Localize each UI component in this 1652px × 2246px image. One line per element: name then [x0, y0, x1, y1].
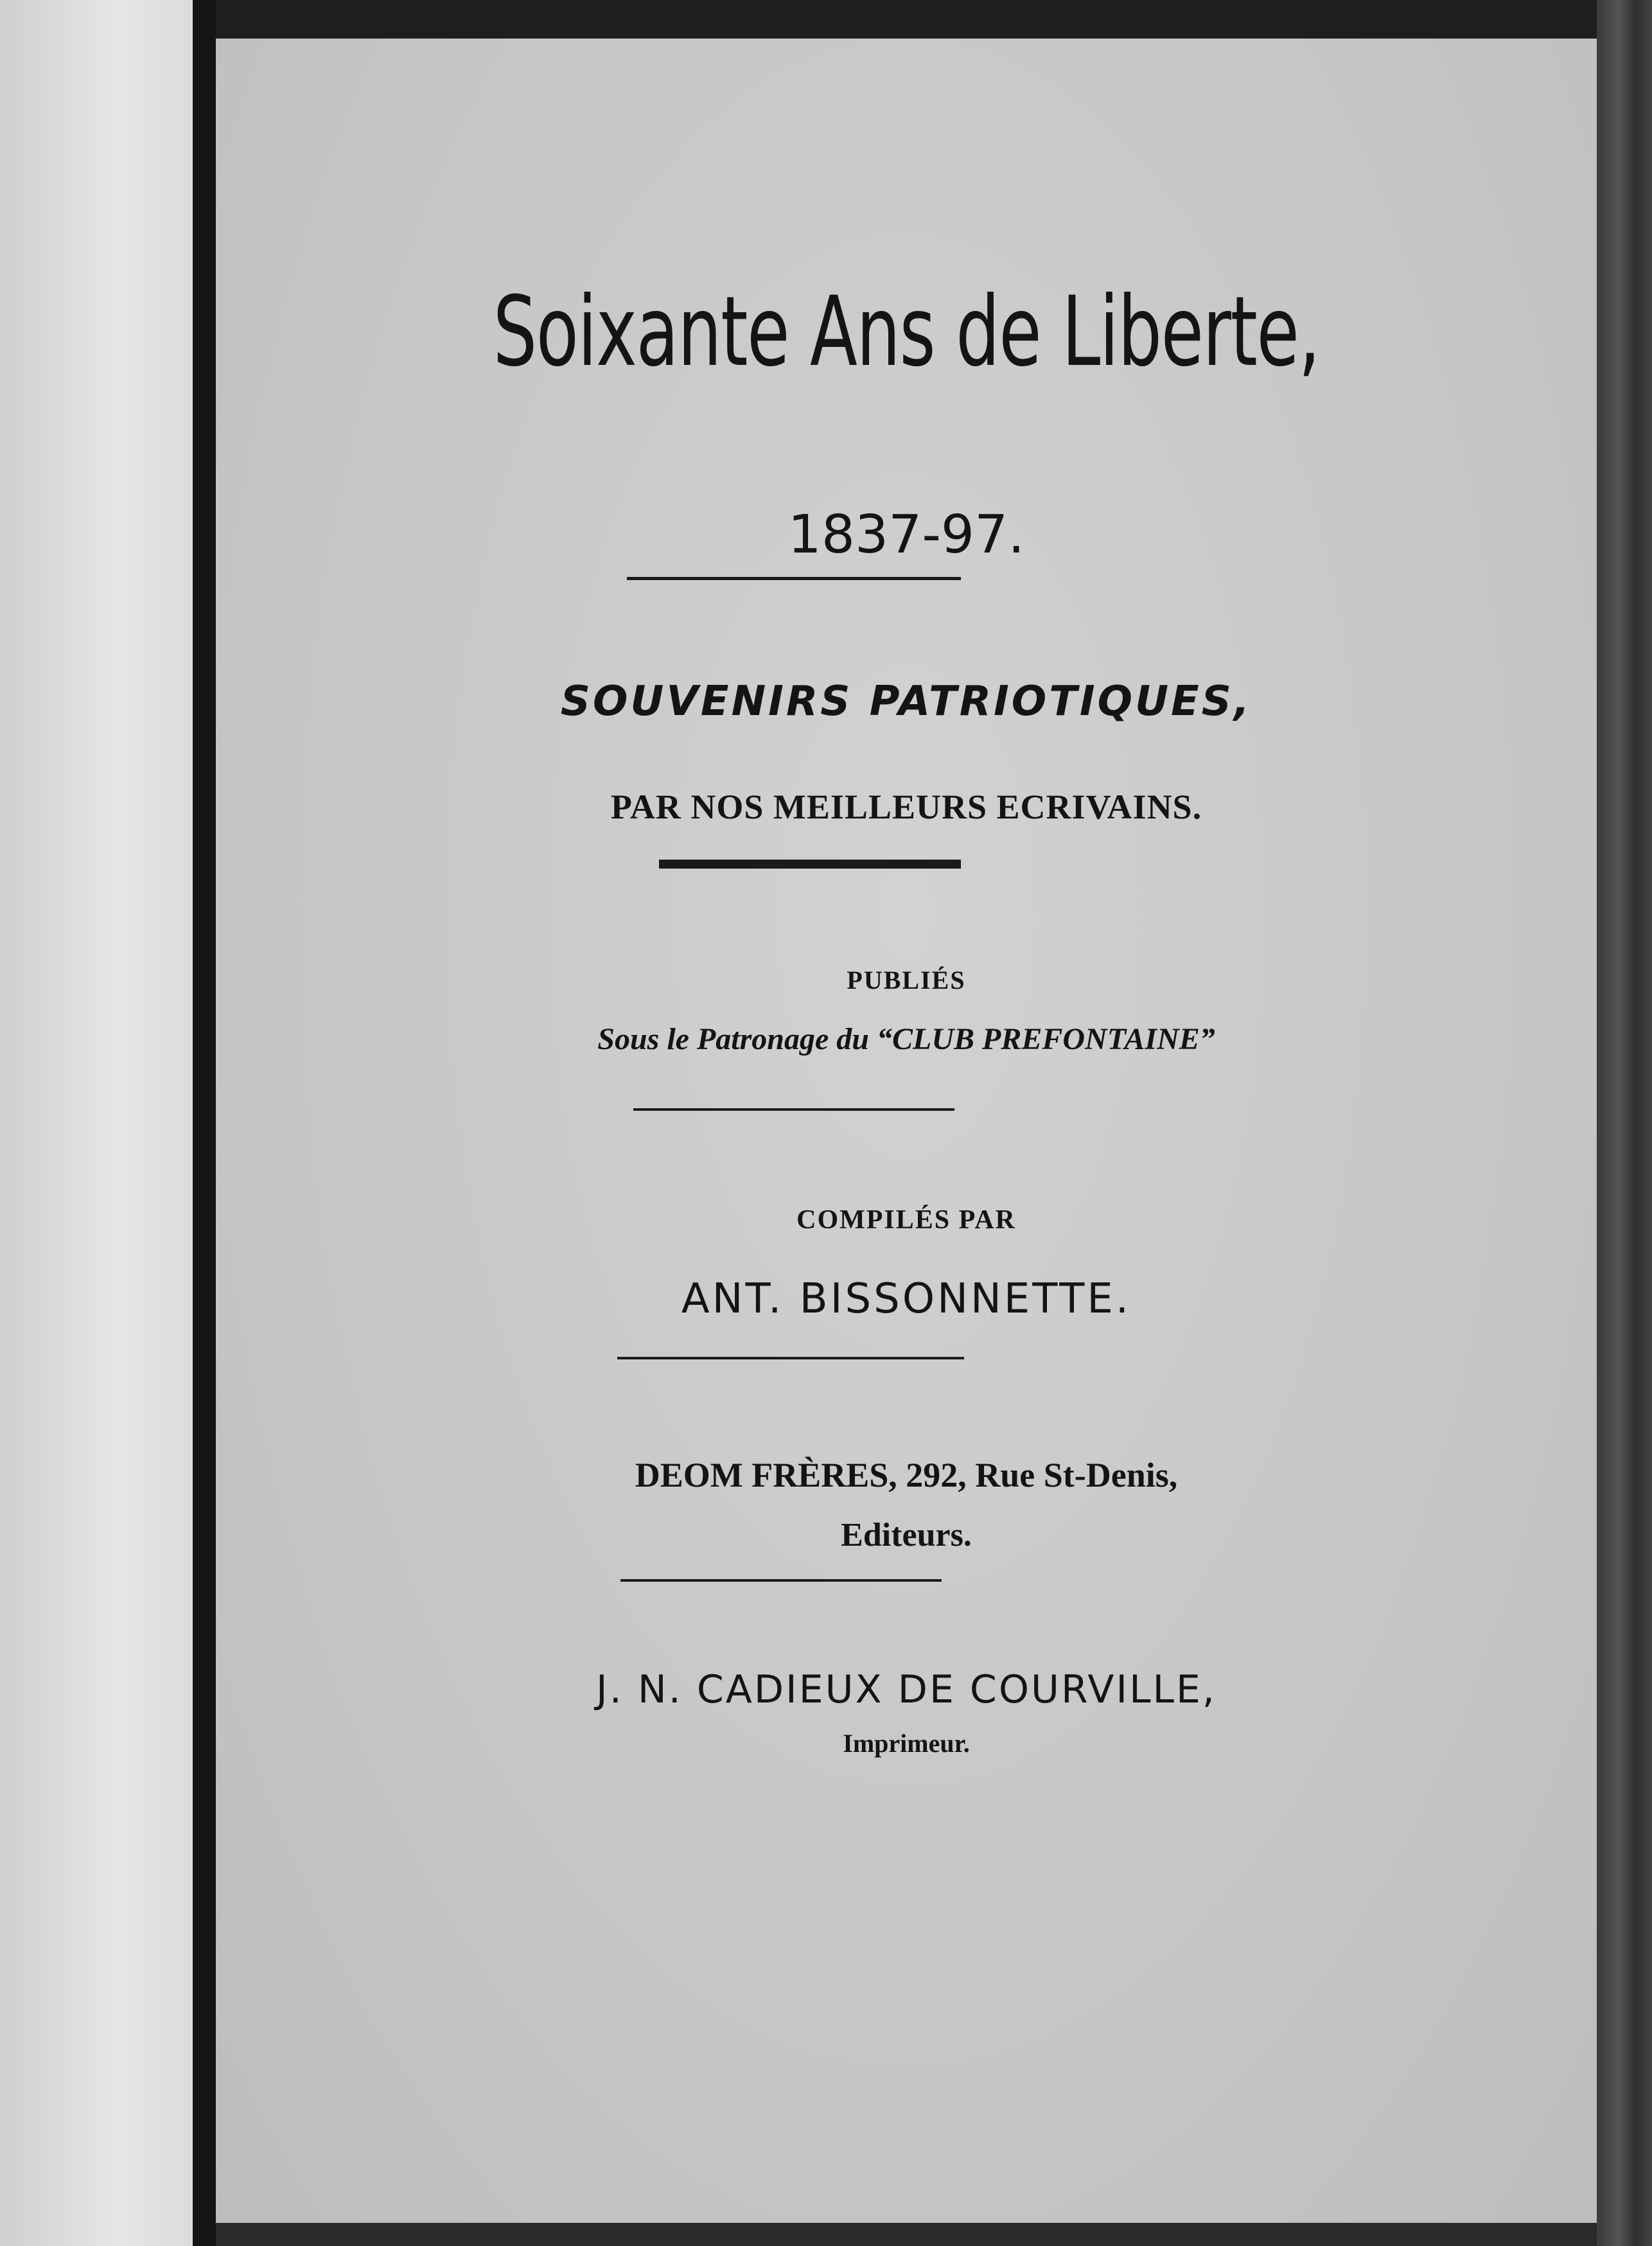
- book-edge: [1597, 0, 1652, 2246]
- publisher-role: Editeurs.: [841, 1517, 972, 1553]
- facing-page: [0, 0, 193, 2246]
- divider-5: [620, 1579, 942, 1582]
- top-shadow: [216, 0, 1597, 39]
- divider-3: [633, 1108, 954, 1111]
- divider-4: [617, 1357, 964, 1359]
- publisher-line: DEOM FRÈRES, 292, Rue St-Denis,: [635, 1456, 1178, 1494]
- title-page: [216, 39, 1597, 2223]
- date-range: 1837-97.: [787, 504, 1025, 565]
- subtitle: SOUVENIRS PATRIOTIQUES,: [560, 678, 1252, 725]
- patronage-line: Sous le Patronage du “CLUB PREFONTAINE”: [597, 1022, 1215, 1056]
- compiler-name: ANT. BISSONNETTE.: [681, 1275, 1132, 1323]
- divider-1: [627, 577, 961, 580]
- published-label: PUBLIÉS: [847, 966, 966, 995]
- printer-line: J. N. CADIEUX DE COURVILLE,: [596, 1667, 1217, 1712]
- authors-line: PAR NOS MEILLEURS ECRIVAINS.: [610, 788, 1202, 826]
- compiled-label: COMPILÉS PAR: [796, 1205, 1016, 1235]
- facing-page-border: [193, 0, 216, 2246]
- divider-2: [659, 860, 961, 869]
- book-title: Soixante Ans de Liberte,: [493, 276, 1320, 388]
- printer-role: Imprimeur.: [843, 1729, 970, 1758]
